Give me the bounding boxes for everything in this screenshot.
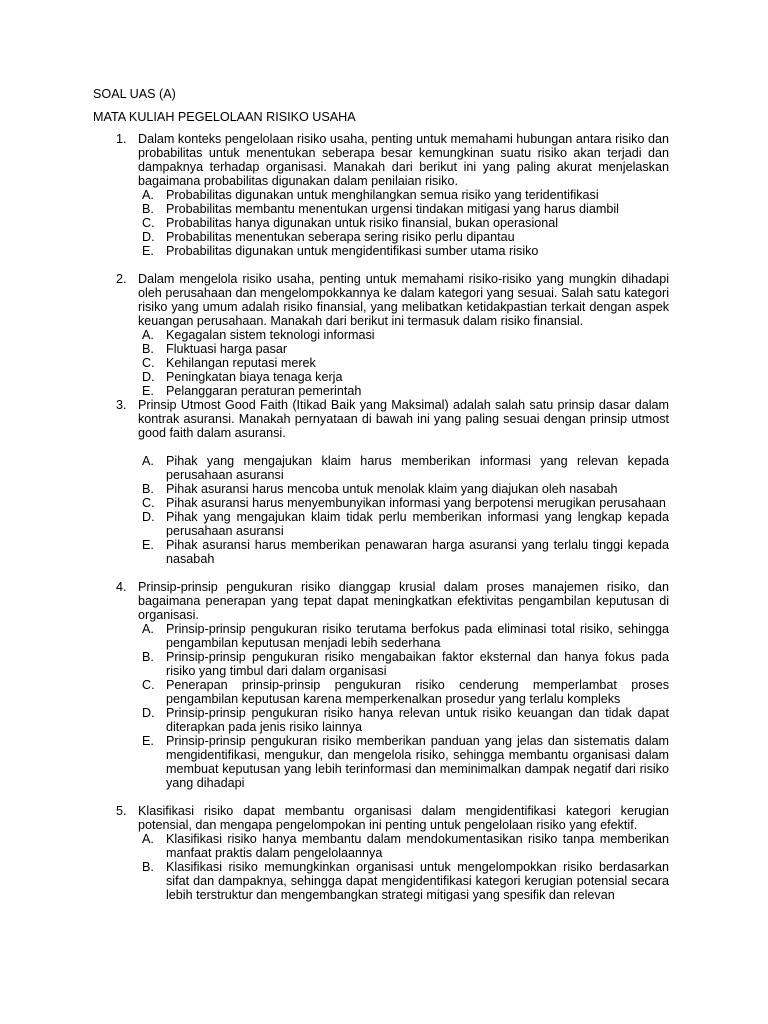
option-text: Fluktuasi harga pasar bbox=[166, 342, 288, 356]
option-list bbox=[138, 328, 669, 398]
option-text: Pihak asuransi harus memberikan penawaran harga asuransi yang terlalu tinggi kepada nasabah bbox=[166, 538, 669, 566]
question-number: 2. bbox=[116, 272, 127, 286]
option-letter: A. bbox=[142, 622, 154, 636]
option-letter: E. bbox=[142, 384, 154, 398]
question-5 bbox=[93, 804, 669, 902]
option-d bbox=[138, 510, 669, 538]
option-text: Probabilitas digunakan untuk menghilangkan semua risiko yang teridentifikasi bbox=[166, 188, 599, 202]
option-text: Prinsip-prinsip pengukuran risiko hanya relevan untuk risiko keuangan dan tidak dapat diterapkan pada jenis risiko lainnya bbox=[166, 706, 669, 734]
option-text: Probabilitas digunakan untuk mengidentifikasi sumber utama risiko bbox=[166, 244, 539, 258]
option-e bbox=[138, 538, 669, 566]
option-text: Prinsip-prinsip pengukuran risiko memberikan panduan yang jelas dan sistematis dalam mengidentifikasi, mengukur, dan mengelola risiko, sehingga membantu organisasi dalam membuat keputusan yang lebih terinformasi dan meminimalkan dampak negatif dari risiko yang dihadapi bbox=[166, 734, 669, 790]
option-letter: A. bbox=[142, 832, 154, 846]
option-text: Pihak yang mengajukan klaim tidak perlu memberikan informasi yang lengkap kepada perusahaan asuransi bbox=[166, 510, 669, 538]
option-text: Kegagalan sistem teknologi informasi bbox=[166, 328, 375, 342]
option-letter: C. bbox=[142, 496, 155, 510]
option-text: Klasifikasi risiko memungkinkan organisasi untuk mengelompokkan risiko berdasarkan sifat dan dampaknya, sehingga dapat mengidentifikasi kategori kerugian potensial secara lebih terstruktur dan mengembangkan strategi mitigasi yang spesifik dan relevan bbox=[166, 860, 669, 902]
question-number: 3. bbox=[116, 398, 127, 412]
option-text: Klasifikasi risiko hanya membantu dalam mendokumentasikan risiko tanpa memberikan manfaat praktis dalam pengelolaannya bbox=[166, 832, 669, 860]
option-text: Kehilangan reputasi merek bbox=[166, 356, 316, 370]
option-list bbox=[138, 832, 669, 902]
option-a bbox=[138, 328, 669, 342]
option-letter: D. bbox=[142, 370, 155, 384]
option-a bbox=[138, 622, 669, 650]
option-text: Probabilitas membantu menentukan urgensi tindakan mitigasi yang harus diambil bbox=[166, 202, 619, 216]
option-text: Pihak yang mengajukan klaim harus memberikan informasi yang relevan kepada perusahaan asuransi bbox=[166, 454, 669, 482]
option-list bbox=[138, 622, 669, 790]
option-b bbox=[138, 342, 669, 356]
option-c bbox=[138, 216, 669, 230]
option-text: Pelanggaran peraturan pemerintah bbox=[166, 384, 362, 398]
option-a bbox=[138, 188, 669, 202]
question-text: Prinsip-prinsip pengukuran risiko dianggap krusial dalam proses manajemen risiko, dan bagaimana penerapan yang tepat dapat meningkatkan efektivitas pengambilan keputusan di organisasi. bbox=[138, 580, 669, 622]
option-e bbox=[138, 384, 669, 398]
option-letter: E. bbox=[142, 244, 154, 258]
option-letter: A. bbox=[142, 188, 154, 202]
option-c bbox=[138, 678, 669, 706]
option-letter: B. bbox=[142, 342, 154, 356]
question-3 bbox=[93, 398, 669, 566]
option-e bbox=[138, 244, 669, 258]
option-d bbox=[138, 706, 669, 734]
option-b bbox=[138, 650, 669, 678]
option-b bbox=[138, 860, 669, 902]
option-letter: D. bbox=[142, 510, 155, 524]
question-4 bbox=[93, 580, 669, 790]
option-text: Probabilitas hanya digunakan untuk risiko finansial, bukan operasional bbox=[166, 216, 559, 230]
option-text: Peningkatan biaya tenaga kerja bbox=[166, 370, 343, 384]
option-c bbox=[138, 496, 669, 510]
option-letter: B. bbox=[142, 860, 154, 874]
option-letter: B. bbox=[142, 202, 154, 216]
option-text: Probabilitas menentukan seberapa sering risiko perlu dipantau bbox=[166, 230, 515, 244]
exam-title: SOAL UAS (A) bbox=[93, 87, 176, 101]
option-letter: E. bbox=[142, 538, 154, 552]
question-1 bbox=[93, 132, 669, 258]
option-b bbox=[138, 202, 669, 216]
option-letter: B. bbox=[142, 650, 154, 664]
option-text: Pihak asuransi harus mencoba untuk menolak klaim yang diajukan oleh nasabah bbox=[166, 482, 618, 496]
question-number: 1. bbox=[116, 132, 127, 146]
course-title: MATA KULIAH PEGELOLAAN RISIKO USAHA bbox=[93, 110, 356, 124]
option-c bbox=[138, 356, 669, 370]
option-letter: D. bbox=[142, 706, 155, 720]
option-d bbox=[138, 370, 669, 384]
question-2 bbox=[93, 272, 669, 398]
option-letter: A. bbox=[142, 328, 154, 342]
question-number: 4. bbox=[116, 580, 127, 594]
question-text: Dalam mengelola risiko usaha, penting untuk memahami risiko-risiko yang mungkin dihadapi oleh perusahaan dan mengelompokkannya ke dalam kategori yang sesuai. Salah satu kategori risiko yang umum adalah risiko finansial, yang melibatkan ketidakpastian terkait dengan aspek keuangan perusahaan. Manakah dari berikut ini termasuk dalam risiko finansial. bbox=[138, 272, 669, 328]
option-text: Prinsip-prinsip pengukuran risiko terutama berfokus pada eliminasi total risiko, sehingga pengambilan keputusan menjadi lebih sederhana bbox=[166, 622, 669, 650]
option-a bbox=[138, 832, 669, 860]
option-list bbox=[138, 188, 669, 258]
option-text: Pihak asuransi harus menyembunyikan informasi yang berpotensi merugikan perusahaan bbox=[166, 496, 666, 510]
question-text: Klasifikasi risiko dapat membantu organisasi dalam mengidentifikasi kategori kerugian potensial, dan mengapa pengelompokan ini penting untuk pengelolaan risiko yang efektif. bbox=[138, 804, 669, 832]
option-letter: A. bbox=[142, 454, 154, 468]
question-number: 5. bbox=[116, 804, 127, 818]
option-letter: C. bbox=[142, 216, 155, 230]
option-b bbox=[138, 482, 669, 496]
question-text: Prinsip Utmost Good Faith (Itikad Baik yang Maksimal) adalah salah satu prinsip dasar dalam kontrak asuransi. Manakah pernyataan di bawah ini yang paling sesuai dengan prinsip utmost good faith dalam asuransi. bbox=[138, 398, 669, 440]
option-letter: D. bbox=[142, 230, 155, 244]
option-e bbox=[138, 734, 669, 790]
option-letter: B. bbox=[142, 482, 154, 496]
option-letter: C. bbox=[142, 678, 155, 692]
question-list bbox=[93, 132, 669, 902]
option-list bbox=[138, 454, 669, 566]
option-text: Penerapan prinsip-prinsip pengukuran risiko cenderung memperlambat proses pengambilan keputusan karena memperkenalkan prosedur yang terlalu kompleks bbox=[166, 678, 669, 706]
question-text: Dalam konteks pengelolaan risiko usaha, penting untuk memahami hubungan antara risiko dan probabilitas untuk menentukan seberapa besar kemungkinan suatu risiko akan terjadi dan dampaknya terhadap organisasi. Manakah dari berikut ini yang paling akurat menjelaskan bagaimana probabilitas digunakan dalam penilaian risiko. bbox=[138, 132, 669, 188]
option-letter: C. bbox=[142, 356, 155, 370]
option-letter: E. bbox=[142, 734, 154, 748]
exam-page bbox=[93, 87, 669, 902]
option-d bbox=[138, 230, 669, 244]
option-text: Prinsip-prinsip pengukuran risiko mengabaikan faktor eksternal dan hanya fokus pada risiko yang timbul dari dalam organisasi bbox=[166, 650, 669, 678]
option-a bbox=[138, 454, 669, 482]
